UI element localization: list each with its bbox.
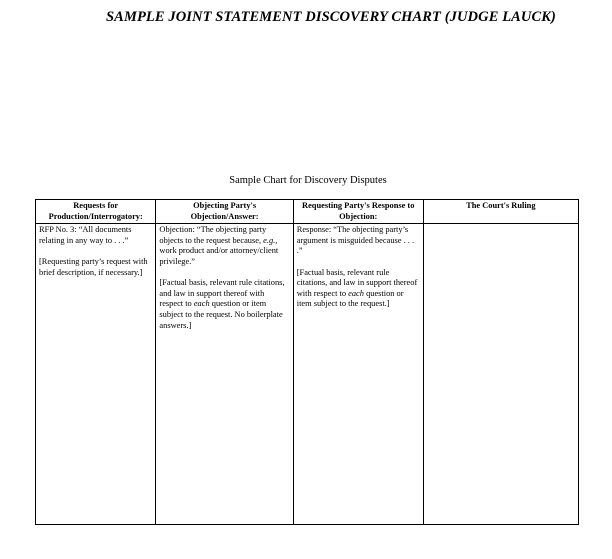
cell-objection (156, 224, 293, 525)
response-text: Response: “The objecting party’s argument is misguided because . . . .” (296, 225, 415, 256)
header-objection: Objecting Party's Objection/Answer: (156, 200, 293, 224)
discovery-chart-table (35, 199, 579, 525)
header-ruling: The Court's Ruling (423, 200, 578, 224)
response-note: [Factual basis, relevant rule citations, and law in support thereof with respect to each question or item subject to the request.] (296, 267, 418, 309)
header-response: Requesting Party's Response to Objection: (293, 200, 423, 224)
cell-request (36, 224, 156, 525)
request-text: RFP No. 3: “All documents relating in any way to . . .” (39, 225, 132, 245)
header-requests: Requests for Production/Interrogatory: (36, 200, 156, 224)
chart-caption: Sample Chart for Discovery Disputes (229, 175, 387, 186)
objection-text: Objection: “The objecting party objects to the request because, e.g., work product and/or attorney/client privilege.” (159, 225, 279, 266)
objection-note: [Factual basis, relevant rule citations, and law in support thereof with respect to each question or item subject to the request. No boilerplate answers.] (159, 278, 285, 330)
page-title: SAMPLE JOINT STATEMENT DISCOVERY CHART (JUDGE LAUCK) (106, 9, 556, 25)
request-note: [Requesting party’s request with brief description, if necessary.] (39, 256, 148, 277)
table-row (36, 224, 579, 525)
table-header-row (36, 200, 579, 224)
cell-response (293, 224, 423, 525)
cell-ruling (423, 224, 578, 525)
